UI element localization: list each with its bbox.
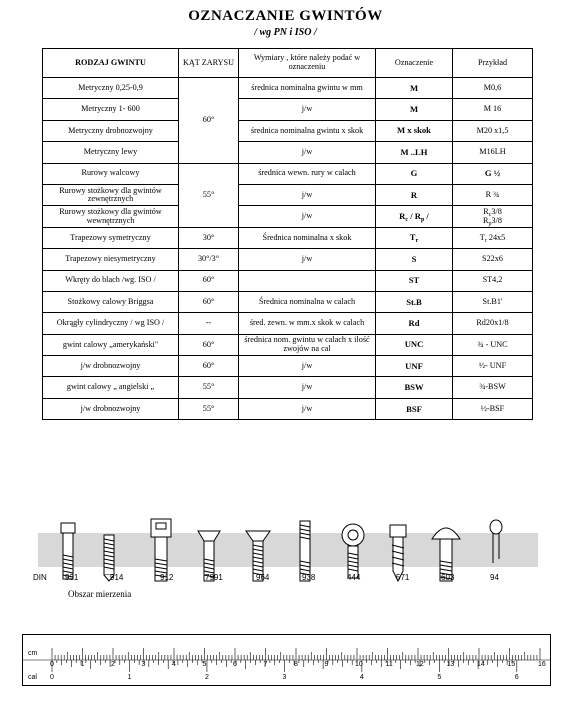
- header-oznaczenie: Oznaczenie: [376, 49, 453, 78]
- cell-kat: --: [179, 313, 239, 334]
- cell-wymiary: Średnica nominalna x skok: [239, 227, 376, 248]
- ruler-cm-number: 4: [172, 661, 176, 668]
- cell-rodzaj: Metryczny drobnozwojny: [43, 120, 179, 141]
- cell-przyklad: M16LH: [453, 142, 533, 163]
- table-row: [43, 163, 533, 184]
- cell-przyklad: R ¾: [453, 184, 533, 205]
- cell-oznaczenie: BSW: [376, 377, 453, 398]
- ruler-cm-label: cm: [28, 650, 38, 657]
- din-number: 912: [160, 573, 174, 582]
- ruler-cal-number: 3: [282, 674, 287, 681]
- table-row: [43, 99, 533, 120]
- ruler-cal-number: 1: [127, 674, 132, 681]
- cell-wymiary: j/w: [239, 398, 376, 419]
- page-subtitle: / wg PN i ISO /: [254, 27, 317, 38]
- cell-kat-merged-60: 60°: [179, 78, 239, 164]
- cell-wymiary: średnica nom. gwintu w calach x ilość zwojów na cal: [239, 334, 376, 355]
- cell-oznaczenie-tr: $T_r$: [376, 227, 453, 248]
- ruler-cm-number: 10: [355, 661, 363, 668]
- ruler-cm-number: 8: [294, 661, 298, 668]
- ruler-cm-number: 7: [263, 661, 268, 668]
- cell-wymiary: j/w: [239, 142, 376, 163]
- table-row: [43, 291, 533, 312]
- cell-kat: 30°: [179, 227, 239, 248]
- din-938-stud-icon: [300, 521, 310, 581]
- din-number: 603: [441, 573, 455, 582]
- cell-oznaczenie: M: [376, 78, 453, 99]
- cell-kat: 60°: [179, 291, 239, 312]
- cell-rodzaj: Rurowy stożkowy dla gwintów zewnętrznych: [43, 184, 179, 205]
- cell-kat: 55°: [179, 377, 239, 398]
- cell-oznaczenie: ST: [376, 270, 453, 291]
- thread-table: [42, 48, 533, 420]
- cell-kat: 60°: [179, 334, 239, 355]
- ruler-cm-number: 6: [233, 661, 237, 668]
- cell-wymiary: j/w: [239, 377, 376, 398]
- fastener-illustrations: [38, 500, 538, 600]
- ruler-cm-number: 16: [538, 661, 546, 668]
- cell-wymiary: [239, 270, 376, 291]
- cell-przyklad-tr: $T_r$ 24x5: [453, 227, 533, 248]
- din-931-bolt-icon: [61, 523, 75, 579]
- cell-wymiary: średnica nominalna gwintu x skok: [239, 120, 376, 141]
- table-row: [43, 398, 533, 419]
- measure-area-label: Obszar mierzenia: [68, 589, 132, 599]
- cell-rodzaj: Metryczny 1- 600: [43, 99, 179, 120]
- din-number: 7991: [205, 573, 223, 582]
- ruler-cm-number: 5: [202, 661, 207, 668]
- ruler-cal-number: 2: [204, 674, 209, 681]
- header-kat: KĄT ZARYSU: [179, 49, 239, 78]
- cell-rodzaj: Trapezowy niesymetryczny: [43, 249, 179, 270]
- cell-przyklad: ¾-BSW: [453, 377, 533, 398]
- cell-rodzaj: Wkręty do blach /wg. ISO /: [43, 270, 179, 291]
- ruler: [22, 634, 551, 686]
- cell-oznaczenie: BSF: [376, 398, 453, 419]
- cell-wymiary: j/w: [239, 206, 376, 227]
- ruler-cm-number: 2: [111, 661, 115, 668]
- cell-wymiary: j/w: [239, 356, 376, 377]
- cell-rodzaj: Okrągły cylindryczny / wg ISO /: [43, 313, 179, 334]
- cell-przyklad: M0,6: [453, 78, 533, 99]
- cell-wymiary: śred. zewn. w mm.x skok w calach: [239, 313, 376, 334]
- cell-oznaczenie: UNC: [376, 334, 453, 355]
- din-number-row: [0, 573, 571, 585]
- cell-przyklad: M20 x1,5: [453, 120, 533, 141]
- ruler-cm-number: 14: [477, 661, 485, 668]
- cell-oznaczenie-rc-rp: $R_c / R_p$ /: [376, 206, 453, 227]
- cell-rodzaj: Rurowy stożkowy dla gwintów wewnętrznych: [43, 206, 179, 227]
- cell-kat: 60°: [179, 270, 239, 291]
- table-row: [43, 313, 533, 334]
- din-number: 964: [256, 573, 270, 582]
- din-number: 571: [396, 573, 410, 582]
- cell-rodzaj: gwint calowy „amerykański": [43, 334, 179, 355]
- cell-wymiary: średnica nominalna gwintu w mm: [239, 78, 376, 99]
- ruler-cm-number: 1: [80, 661, 85, 668]
- page-title: OZNACZANIE GWINTÓW: [188, 8, 383, 24]
- din-number: 914: [110, 573, 124, 582]
- table-header-row: [43, 49, 533, 78]
- table-row: [43, 270, 533, 291]
- cell-kat-merged-55: 55°: [179, 163, 239, 227]
- cell-oznaczenie: UNF: [376, 356, 453, 377]
- din-number: 931: [65, 573, 79, 582]
- table-row: [43, 184, 533, 205]
- table-row: [43, 356, 533, 377]
- ruler-cal-number: 0: [50, 674, 54, 681]
- table-row: [43, 142, 533, 163]
- ruler-cm-number: 9: [324, 661, 329, 668]
- cell-kat: 30°/3°: [179, 249, 239, 270]
- din-number: 938: [302, 573, 316, 582]
- cell-rodzaj: Rurowy walcowy: [43, 163, 179, 184]
- ruler-graphic: [22, 634, 551, 686]
- cell-oznaczenie: M ..LH: [376, 142, 453, 163]
- ruler-cm-number: 3: [141, 661, 146, 668]
- cell-wymiary: j/w: [239, 184, 376, 205]
- ruler-cal-label: cal: [28, 674, 37, 681]
- cell-przyklad: G ½: [453, 163, 533, 184]
- cell-przyklad: ¾ - UNC: [453, 334, 533, 355]
- ruler-cal-number: 4: [359, 674, 364, 681]
- ruler-cm-number: 0: [50, 661, 54, 668]
- table-row: [43, 227, 533, 248]
- cell-rodzaj: j/w drobnozwojny: [43, 398, 179, 419]
- ruler-cm-number: 15: [507, 661, 516, 668]
- cell-wymiary: j/w: [239, 249, 376, 270]
- cell-oznaczenie: S: [376, 249, 453, 270]
- cell-rodzaj: Stożkowy calowy Briggsa: [43, 291, 179, 312]
- cell-przyklad-rc-rp: $R_c3/8$ $R_p3/8$: [453, 206, 533, 227]
- ruler-cm-number: 13: [446, 661, 455, 668]
- cell-oznaczenie: M x skok: [376, 120, 453, 141]
- cell-przyklad: St.B1': [453, 291, 533, 312]
- cell-przyklad: ½-BSF: [453, 398, 533, 419]
- cell-oznaczenie: St.B: [376, 291, 453, 312]
- header-rodzaj: RODZAJ GWINTU: [43, 49, 179, 78]
- cell-oznaczenie: M: [376, 99, 453, 120]
- ruler-cm-number: 12: [416, 661, 424, 668]
- cell-wymiary: j/w: [239, 99, 376, 120]
- header-wymiary: Wymiary , które należy podać w oznaczeniu: [239, 49, 376, 78]
- cell-wymiary: Średnica nominalna w calach: [239, 291, 376, 312]
- cell-przyklad: M 16: [453, 99, 533, 120]
- header-przyklad: Przykład: [453, 49, 533, 78]
- cell-rodzaj: j/w drobnozwojny: [43, 356, 179, 377]
- table-row: [43, 334, 533, 355]
- cell-rodzaj: gwint calowy „ angielski „: [43, 377, 179, 398]
- cell-oznaczenie: R: [376, 184, 453, 205]
- ruler-cm-number: 11: [385, 661, 393, 668]
- cell-kat: 60°: [179, 356, 239, 377]
- cell-przyklad: ½- UNF: [453, 356, 533, 377]
- cell-przyklad: Rd20x1/8: [453, 313, 533, 334]
- cell-przyklad: ST4,2: [453, 270, 533, 291]
- ruler-cal-number: 6: [514, 674, 519, 681]
- table-row: [43, 206, 533, 227]
- table-row: [43, 377, 533, 398]
- cell-oznaczenie: Rd: [376, 313, 453, 334]
- table-row: [43, 120, 533, 141]
- cell-rodzaj: Metryczny lewy: [43, 142, 179, 163]
- table-row: [43, 78, 533, 99]
- ruler-cal-number: 5: [437, 674, 442, 681]
- cell-wymiary: średnica wewn. rury w calach: [239, 163, 376, 184]
- cell-kat: 55°: [179, 398, 239, 419]
- din-label: DIN: [33, 573, 47, 582]
- din-number: 94: [490, 573, 499, 582]
- cell-oznaczenie: G: [376, 163, 453, 184]
- din-number: 444: [347, 573, 361, 582]
- table-row: [43, 249, 533, 270]
- cell-rodzaj: Metryczny 0,25-0,9: [43, 78, 179, 99]
- cell-przyklad: S22x6: [453, 249, 533, 270]
- cell-rodzaj: Trapezowy symetryczny: [43, 227, 179, 248]
